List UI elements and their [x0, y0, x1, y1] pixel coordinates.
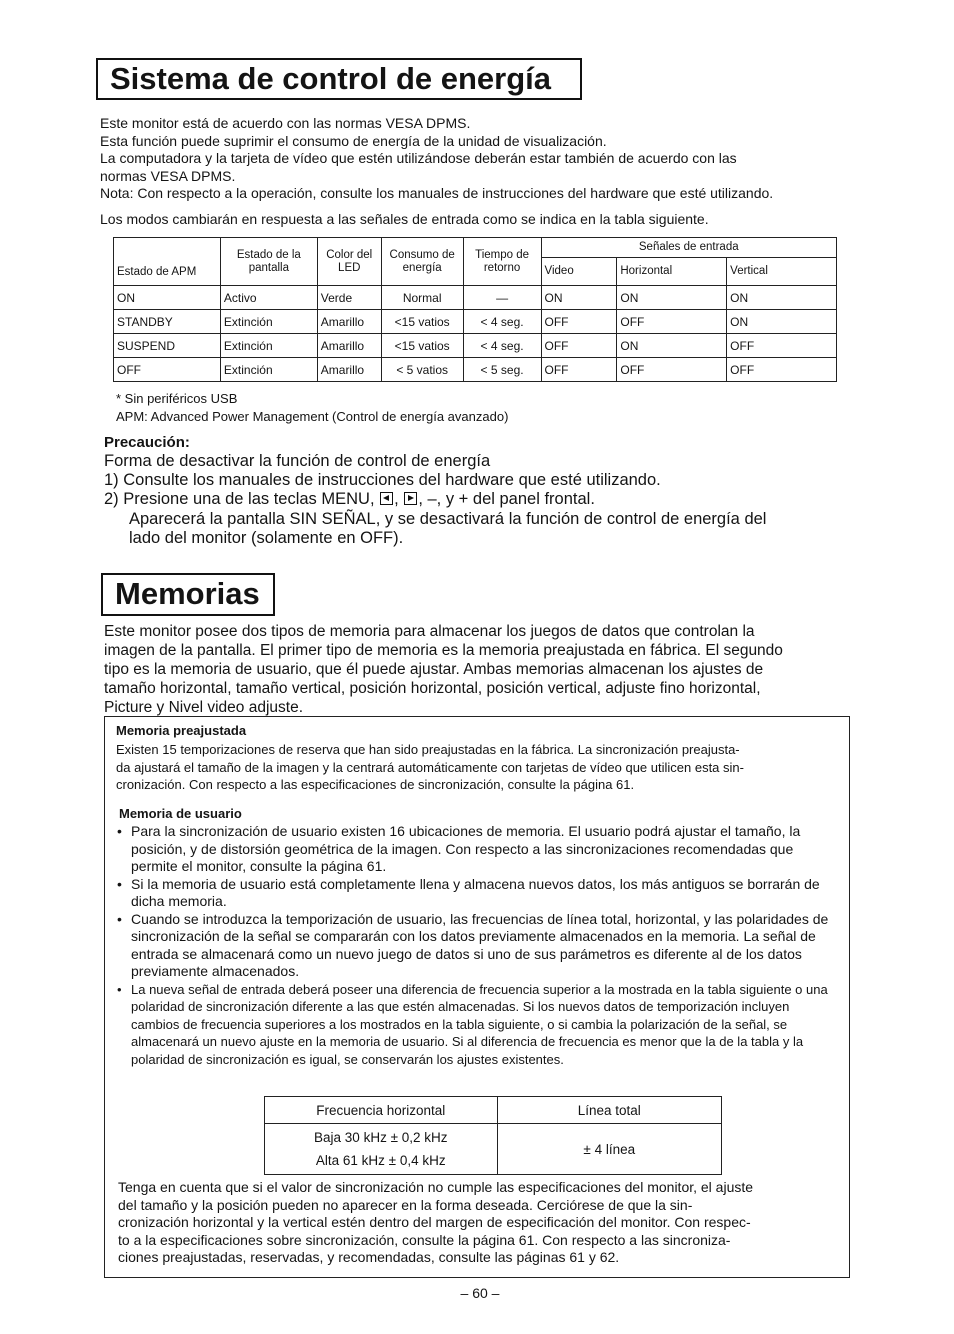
caution-step-2-cont — [129, 510, 849, 548]
footnote-apm: APM: Advanced Power Management (Control de energía avanzado) — [116, 409, 509, 424]
freq-values — [265, 1124, 498, 1175]
cell-power: <15 vatios — [381, 334, 463, 358]
header-signals: Señales de entrada — [541, 238, 836, 258]
energy-intro — [100, 115, 850, 203]
cell-apm: STANDBY — [114, 310, 221, 334]
preset-line: Existen 15 temporizaciones de reserva que han sido preajustadas en la fábrica. La sincronización preajusta- — [116, 742, 740, 757]
frequency-table — [264, 1096, 722, 1175]
caution-step-1 — [104, 471, 854, 490]
list-item: • La nueva señal de entrada deberá poseer una diferencia de frecuencia superior a la mostrada en la tabla siguiente o una polaridad de sincronización diferente a las que estén almacenadas. Si los nuevos datos de temporización incluyen cambios de frecuencia superiores a los mostrados en la tabla siguiente, o si cambia la polarización de la señal, se almacenará un nuevo ajuste en la memoria de usuario. Si al diferencia de frecuencia es menor que la de la tabla y la polaridad de sincronización es igual, se conservarán los ajustes existentes. — [117, 981, 835, 1069]
cell-horizontal: ON — [617, 286, 727, 310]
cell-horizontal: OFF — [617, 310, 727, 334]
cell-video: ON — [541, 286, 617, 310]
cell-recovery: < 4 seg. — [463, 310, 541, 334]
cell-horizontal: OFF — [617, 358, 727, 382]
memories-intro-line: tamaño horizontal, tamaño vertical, posición horizontal, posición vertical, adjuste fino horizontal, — [104, 680, 761, 697]
table-row — [114, 310, 837, 334]
caution-line: Forma de desactivar la función de control de energía — [104, 452, 491, 470]
energy-intro-line: Nota: Con respecto a la operación, consulte los manuales de instrucciones del hardware que esté utilizando. — [100, 185, 774, 201]
step-text: Consulte los manuales de instrucciones del hardware que esté utilizando. — [123, 471, 661, 489]
cell-screen: Extinción — [220, 334, 317, 358]
cell-vertical: OFF — [727, 358, 837, 382]
step-number: 2) — [104, 490, 119, 508]
header-power: Consumo de energía — [381, 238, 463, 286]
closing-line: del tamaño y la posición pueden no aparecer en la forma deseada. Cerciórese de que la sin- — [118, 1196, 693, 1213]
energy-intro-line: La computadora y la tarjeta de vídeo que estén utilizándose deberán estar también de acuerdo con las — [100, 150, 737, 166]
page-number: – 60 – — [460, 1285, 500, 1301]
header-video: Video — [541, 258, 617, 286]
closing-text — [118, 1179, 843, 1267]
section-title-memories: Memorias — [101, 573, 275, 616]
cell-video: OFF — [541, 358, 617, 382]
cell-led: Amarillo — [317, 334, 381, 358]
cell-recovery: — — [463, 286, 541, 310]
cell-apm: SUSPEND — [114, 334, 221, 358]
closing-line: to a la especificaciones sobre sincronización, consulte la página 61. Con respecto a las sincroniza- — [118, 1231, 731, 1248]
cell-led: Verde — [317, 286, 381, 310]
cell-power: Normal — [381, 286, 463, 310]
energy-intro-line: normas VESA DPMS. — [100, 167, 236, 184]
header-vertical: Vertical — [727, 258, 837, 286]
list-item: • Cuando se introduzca la temporización de usuario, las frecuencias de línea total, horizontal, y las polaridades de sincronización de la señal se compararán con los datos previamente almacenados en la memoria. La señal de entrada se almacenará como un nuevo juego de datos si uno de sus parámetros es diferente al de los datos previamente almacenados. — [117, 911, 835, 981]
preset-line: cronización. Con respecto a las especificaciones de sincronización, consulte la página 61. — [116, 777, 635, 792]
closing-line: ciones preajustadas, reservadas, y recomendadas, consulte las páginas 61 y 62. — [118, 1249, 620, 1265]
line-value: ± 4 línea — [497, 1124, 721, 1175]
header-apm: Estado de APM — [114, 238, 221, 286]
step-number: 1) — [104, 471, 119, 489]
left-key-icon — [380, 492, 393, 505]
cell-horizontal: ON — [617, 334, 727, 358]
freq-high: Alta 61 kHz ± 0,4 kHz — [315, 1153, 446, 1168]
closing-line: cronización horizontal y la vertical estén dentro del margen de especificación del monitor. Con respec- — [118, 1214, 751, 1230]
header-screen: Estado de la pantalla — [220, 238, 317, 286]
step-text: Presione una de las teclas MENU, — [123, 490, 375, 508]
cell-vertical: ON — [727, 286, 837, 310]
right-key-icon — [404, 492, 417, 505]
cell-screen: Extinción — [220, 310, 317, 334]
step-text-end: , –, y + del panel frontal. — [418, 490, 595, 508]
cell-recovery: < 4 seg. — [463, 334, 541, 358]
freq-low: Baja 30 kHz ± 0,2 kHz — [314, 1130, 448, 1145]
cell-video: OFF — [541, 334, 617, 358]
memories-intro-line: Este monitor posee dos tipos de memoria para almacenar los juegos de datos que controlan la — [104, 623, 755, 640]
cell-video: OFF — [541, 310, 617, 334]
preset-title: Memoria preajustada — [116, 723, 247, 738]
memories-intro — [104, 622, 849, 717]
memories-intro-line: imagen de la pantalla. El primer tipo de memoria es la memoria preajustada en fábrica. El segundo — [104, 642, 783, 659]
modes-text: Los modos cambiarán en respuesta a las señales de entrada como se indica en la tabla siguiente. — [100, 211, 709, 227]
header-line: Línea total — [497, 1097, 721, 1124]
cell-apm: OFF — [114, 358, 221, 382]
cell-vertical: OFF — [727, 334, 837, 358]
caution-title: Precaución: — [104, 434, 190, 451]
cell-vertical: ON — [727, 310, 837, 334]
footnote-usb: * Sin periféricos USB — [116, 391, 238, 406]
cell-recovery: < 5 seg. — [463, 358, 541, 382]
table-row — [114, 286, 837, 310]
section-title-energy: Sistema de control de energía — [96, 58, 582, 100]
cell-led: Amarillo — [317, 358, 381, 382]
table-row — [114, 334, 837, 358]
header-recovery: Tiempo de retorno — [463, 238, 541, 286]
cell-power: <15 vatios — [381, 310, 463, 334]
memories-intro-line: tipo es la memoria de usuario, que él puede ajustar. Ambas memorias almacenan los ajustes de — [104, 661, 764, 678]
preset-line: da ajustará el tamaño de la imagen y la centrará automáticamente con tarjetas de vídeo que utilicen esta sin- — [116, 759, 744, 775]
header-led: Color del LED — [317, 238, 381, 286]
cell-apm: ON — [114, 286, 221, 310]
header-freq: Frecuencia horizontal — [265, 1097, 498, 1124]
caution-cont-line: Aparecerá la pantalla SIN SEÑAL, y se desactivará la función de control de energía del — [129, 510, 767, 528]
closing-line: Tenga en cuenta que si el valor de sincronización no cumple las especificaciones del monitor, el ajuste — [118, 1179, 754, 1195]
preset-text — [116, 741, 841, 794]
energy-intro-line: Esta función puede suprimir el consumo de energía de la unidad de visualización. — [100, 132, 607, 149]
user-title: Memoria de usuario — [119, 806, 242, 821]
caution-cont-line: lado del monitor (solamente en OFF). — [129, 529, 404, 547]
header-horizontal: Horizontal — [617, 258, 727, 286]
cell-screen: Activo — [220, 286, 317, 310]
cell-power: < 5 vatios — [381, 358, 463, 382]
apm-table — [113, 237, 837, 382]
cell-screen: Extinción — [220, 358, 317, 382]
memories-intro-line: Picture y Nivel video adjuste. — [104, 699, 304, 716]
list-item: • Si la memoria de usuario está completamente llena y almacena nuevos datos, los más antiguos se borrarán de dicha memoria. — [117, 876, 835, 911]
table-row — [114, 358, 837, 382]
list-item: • Para la sincronización de usuario existen 16 ubicaciones de memoria. El usuario podrá ajustar el tamaño, la posición, y de distorsión geométrica de la imagen. Con respecto a las sincronizaciones recomendadas que permite el monitor, consulte la página 61. — [117, 823, 835, 876]
energy-intro-line: Este monitor está de acuerdo con las normas VESA DPMS. — [100, 115, 471, 131]
caution-step-2: 2) Presione una de las teclas MENU, , , –, y + del panel frontal. — [104, 490, 595, 508]
user-memory-list — [117, 823, 835, 1068]
cell-led: Amarillo — [317, 310, 381, 334]
